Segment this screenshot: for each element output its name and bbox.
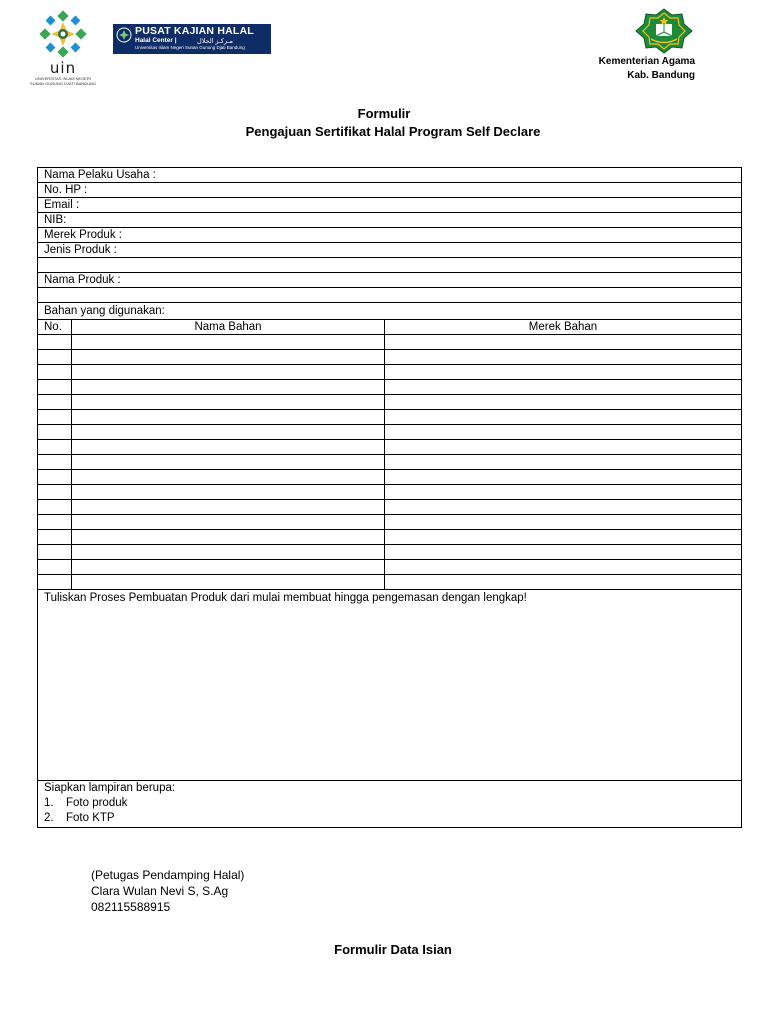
- footer-title: Formulir Data Isian: [334, 942, 452, 957]
- lampiran-item: [44, 796, 735, 811]
- bahan-cell-nama[interactable]: [72, 350, 385, 365]
- bahan-cell-nama[interactable]: [72, 335, 385, 350]
- form-subtitle: Pengajuan Sertifikat Halal Program Self Declare: [245, 124, 541, 139]
- bahan-cell-nama[interactable]: [72, 470, 385, 485]
- bahan-cell-nama[interactable]: [72, 410, 385, 425]
- banner-subtitle: Halal Center |: [135, 37, 177, 44]
- uin-star-emblem-icon: [30, 10, 96, 60]
- bahan-cell-no[interactable]: [38, 380, 72, 395]
- petugas-role: (Petugas Pendamping Halal): [91, 868, 245, 882]
- halal-center-emblem-icon: [116, 27, 132, 43]
- bahan-cell-merek[interactable]: [385, 545, 742, 560]
- field-email[interactable]: Email :: [38, 198, 742, 213]
- bahan-cell-nama[interactable]: [72, 515, 385, 530]
- field-no-hp[interactable]: No. HP :: [38, 183, 742, 198]
- bahan-cell-merek[interactable]: [385, 470, 742, 485]
- lampiran-item: [44, 811, 735, 826]
- bahan-cell-no[interactable]: [38, 425, 72, 440]
- bahan-row: [38, 500, 742, 515]
- field-jenis-produk[interactable]: Jenis Produk :: [38, 243, 742, 258]
- bahan-cell-merek[interactable]: [385, 560, 742, 575]
- petugas-phone: 082115588915: [91, 900, 171, 914]
- bahan-cell-nama[interactable]: [72, 455, 385, 470]
- bahan-cell-merek[interactable]: [385, 410, 742, 425]
- bahan-row: [38, 530, 742, 545]
- banner-arabic: مـركـز الحلال: [197, 38, 233, 45]
- bahan-cell-nama[interactable]: [72, 440, 385, 455]
- uin-logo: [30, 10, 96, 90]
- form-title: Formulir: [357, 106, 411, 121]
- field-jenis-produk-extra[interactable]: [38, 258, 742, 273]
- kemenag-emblem-icon: [634, 8, 694, 54]
- bahan-cell-merek[interactable]: [385, 365, 742, 380]
- bahan-row: [38, 455, 742, 470]
- bahan-cell-merek[interactable]: [385, 395, 742, 410]
- bahan-cell-merek[interactable]: [385, 350, 742, 365]
- bahan-cell-merek[interactable]: [385, 500, 742, 515]
- bahan-cell-no[interactable]: [38, 440, 72, 455]
- bahan-row: [38, 485, 742, 500]
- lampiran-item-num: 1.: [44, 797, 54, 809]
- bahan-row: [38, 545, 742, 560]
- bahan-cell-nama[interactable]: [72, 575, 385, 590]
- lampiran-box: [38, 781, 742, 828]
- bahan-cell-no[interactable]: [38, 545, 72, 560]
- bahan-cell-no[interactable]: [38, 365, 72, 380]
- bahan-cell-merek[interactable]: [385, 335, 742, 350]
- banner-university: Universitas Islam Negeri Sunan Gunung Djati Bandung: [135, 45, 245, 50]
- bahan-cell-merek[interactable]: [385, 515, 742, 530]
- bahan-cell-nama[interactable]: [72, 395, 385, 410]
- bahan-row: [38, 395, 742, 410]
- bahan-header-nama: Nama Bahan: [72, 320, 385, 335]
- bahan-label: Bahan yang digunakan:: [38, 303, 742, 320]
- bahan-cell-nama[interactable]: [72, 365, 385, 380]
- bahan-row: [38, 335, 742, 350]
- field-merek-produk[interactable]: Merek Produk :: [38, 228, 742, 243]
- bahan-cell-no[interactable]: [38, 395, 72, 410]
- bahan-row: [38, 560, 742, 575]
- bahan-cell-nama[interactable]: [72, 380, 385, 395]
- bahan-cell-merek[interactable]: [385, 455, 742, 470]
- field-nama-produk[interactable]: Nama Produk :: [38, 273, 742, 288]
- kemenag-line-2: Kab. Bandung: [627, 70, 695, 81]
- bahan-rows: [38, 335, 742, 590]
- bahan-row: [38, 440, 742, 455]
- bahan-cell-no[interactable]: [38, 455, 72, 470]
- field-nama-produk-extra[interactable]: [38, 288, 742, 303]
- uin-subtext: UNIVERSITAS ISLAM NEGERI SUNAN GUNUNG DJATI BANDUNG: [30, 76, 96, 86]
- bahan-cell-no[interactable]: [38, 350, 72, 365]
- bahan-cell-no[interactable]: [38, 335, 72, 350]
- kemenag-line-1: Kementerian Agama: [598, 56, 695, 67]
- field-nama-pelaku-usaha[interactable]: Nama Pelaku Usaha :: [38, 168, 742, 183]
- kemenag-logo: [634, 8, 694, 59]
- bahan-cell-no[interactable]: [38, 560, 72, 575]
- bahan-cell-merek[interactable]: [385, 440, 742, 455]
- bahan-cell-merek[interactable]: [385, 530, 742, 545]
- field-nib[interactable]: NIB:: [38, 213, 742, 228]
- bahan-row: [38, 380, 742, 395]
- bahan-row: [38, 425, 742, 440]
- bahan-row: [38, 470, 742, 485]
- halal-center-banner: [113, 24, 271, 54]
- bahan-cell-nama[interactable]: [72, 560, 385, 575]
- bahan-cell-nama[interactable]: [72, 500, 385, 515]
- application-form: [37, 167, 742, 828]
- proses-label: Tuliskan Proses Pembuatan Produk dari mulai membuat hingga pengemasan dengan lengkap!: [44, 592, 527, 604]
- bahan-cell-nama[interactable]: [72, 530, 385, 545]
- kemenag-label: [599, 55, 695, 83]
- petugas-block: [91, 867, 244, 915]
- banner-title: PUSAT KAJIAN HALAL: [135, 25, 254, 37]
- lampiran-item-text: Foto KTP: [66, 812, 115, 824]
- bahan-cell-nama[interactable]: [72, 485, 385, 500]
- uin-wordmark: uin: [49, 59, 77, 77]
- bahan-cell-no[interactable]: [38, 410, 72, 425]
- proses-field[interactable]: [38, 590, 742, 781]
- bahan-cell-no[interactable]: [38, 470, 72, 485]
- bahan-row: [38, 410, 742, 425]
- bahan-cell-nama[interactable]: [72, 545, 385, 560]
- bahan-cell-merek[interactable]: [385, 485, 742, 500]
- bahan-cell-no[interactable]: [38, 575, 72, 590]
- lampiran-label: Siapkan lampiran berupa:: [44, 782, 176, 794]
- lampiran-item-num: 2.: [44, 812, 54, 824]
- bahan-cell-merek[interactable]: [385, 575, 742, 590]
- bahan-cell-merek[interactable]: [385, 425, 742, 440]
- petugas-name: Clara Wulan Nevi S, S.Ag: [91, 884, 229, 898]
- bahan-cell-no[interactable]: [38, 500, 72, 515]
- lampiran-item-text: Foto produk: [66, 797, 128, 809]
- bahan-header-merek: Merek Bahan: [385, 320, 742, 335]
- bahan-cell-no[interactable]: [38, 485, 72, 500]
- bahan-row: [38, 575, 742, 590]
- bahan-header-no: No.: [38, 320, 72, 335]
- bahan-row: [38, 365, 742, 380]
- bahan-row: [38, 350, 742, 365]
- bahan-row: [38, 515, 742, 530]
- bahan-cell-no[interactable]: [38, 530, 72, 545]
- bahan-header-row: [38, 320, 742, 335]
- bahan-cell-no[interactable]: [38, 515, 72, 530]
- bahan-cell-merek[interactable]: [385, 380, 742, 395]
- bahan-cell-nama[interactable]: [72, 425, 385, 440]
